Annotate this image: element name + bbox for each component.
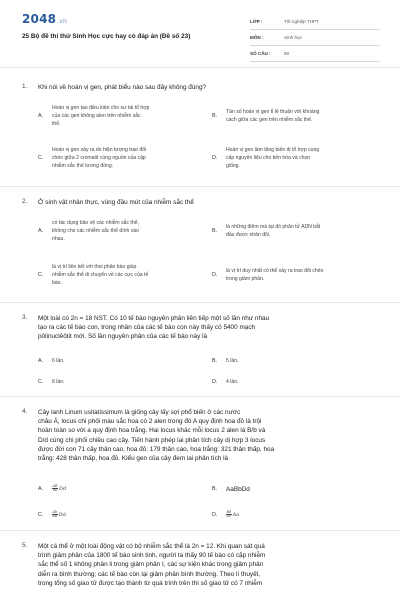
option-a[interactable] — [38, 214, 203, 248]
meta-row-class — [250, 14, 380, 30]
option-letter: B. — [212, 358, 218, 364]
meta-row-count — [250, 46, 380, 62]
option-formula: $\frac{AB}{ab}$ Dd — [52, 483, 67, 493]
exam-meta — [250, 14, 380, 62]
meta-value: Tốt nghiệp THPT — [284, 19, 319, 24]
option-text: Hoán vị gen tạo điều kiện cho sự tái tổ hợp của các gen không alen trên nhiễm sắc thể. — [52, 104, 150, 128]
option-b[interactable] — [212, 482, 382, 496]
question-divider — [0, 186, 400, 187]
genotype-fraction: $\frac{Ab}{aB}$ — [52, 509, 58, 519]
option-text: là vị trí duy nhất có thể xảy ra trao đổi chéo trong giảm phân. — [226, 267, 324, 282]
option-d[interactable] — [212, 258, 382, 292]
question-number: 4. — [22, 408, 28, 415]
site-logo[interactable] — [22, 12, 67, 26]
question-divider — [0, 530, 400, 531]
option-d[interactable] — [212, 376, 382, 388]
question-text: Cây lanh Linum usitatissimum là giống cây lấy sợi phổ biến ở các nước châu Á, locus chi phối màu sắc hoa có 2 alen trong đó A quy định hoa đỏ là trội hoàn toàn so với a quy định hoa trắng. Hai locus khác mỗi locus 2 alen là B/b và D/d cùng chi phối chiều cao cây. Tiến hành phép lai phân tích cây dị hợp 3 locus được đời con 71 cây thân cao, hoa đỏ: 179 thân cao, hoa trắng: 321 thân thấp, hoa trắng: 428 thân thấp, hoa đỏ. Kiểu gen của cây đem lai phân tích là — [38, 409, 275, 463]
question-text: Một loài có 2n = 18 NST. Có 10 tế bào nguyên phân liên tiếp một số lần như nhau tạo ra các tế bào con, trong nhân của các tế bào con này thấy có 5400 mạch pôlinuclêôtit mới. Số lần nguyên phân của các tế bào này là — [38, 315, 270, 341]
meta-value: Sinh học — [284, 35, 302, 40]
option-letter: A. — [38, 228, 44, 234]
option-b[interactable] — [212, 99, 382, 133]
option-letter: C. — [38, 379, 44, 385]
genotype-fraction: $\frac{AB}{ab}$ — [52, 483, 58, 493]
option-formula: $\frac{Bd}{bD}$ Aa — [226, 509, 240, 519]
option-d[interactable] — [212, 508, 382, 522]
option-letter: B. — [212, 113, 218, 119]
question-number: 1. — [22, 83, 28, 90]
meta-label: SỐ CÂU : — [250, 51, 271, 56]
option-a[interactable] — [38, 99, 203, 133]
option-formula: $\frac{Ab}{aB}$ Dd. — [52, 509, 68, 519]
option-text: 5 lần. — [226, 357, 239, 364]
option-text: 6 lần. — [52, 357, 65, 364]
option-letter: B. — [212, 228, 218, 234]
logo-suffix: .vn — [57, 18, 68, 25]
option-c[interactable] — [38, 141, 203, 175]
option-text: 8 lần. — [52, 378, 65, 385]
option-c[interactable] — [38, 258, 203, 292]
option-text: là vị trí liên kết với thoi phân bào giúp nhiễm sắc thể di chuyển về các cực của tế bào. — [52, 263, 149, 287]
option-b[interactable] — [212, 214, 382, 248]
header-divider — [0, 67, 400, 68]
question-divider — [0, 302, 400, 303]
page-header — [0, 0, 400, 60]
logo-text: 2048 — [22, 12, 57, 26]
option-text: AaBbDd — [226, 485, 250, 493]
genotype-fraction: $\frac{Bd}{bD}$ — [226, 509, 232, 519]
option-letter: C. — [38, 272, 44, 278]
meta-row-subject — [250, 30, 380, 46]
meta-label: LỚP : — [250, 19, 263, 24]
document-title: 25 Bộ đề thi thử Sinh Học cực hay có đáp án (Đề số 23) — [22, 33, 191, 40]
question-number: 5. — [22, 542, 28, 549]
option-a[interactable] — [38, 482, 203, 496]
option-text: Hoán vị gen làm tăng biến dị tổ hợp cung cấp nguyên liệu cho tiến hóa và chọn giống. — [226, 146, 320, 170]
option-letter: A. — [38, 486, 44, 492]
option-letter: A. — [38, 358, 44, 364]
question-number: 2. — [22, 198, 28, 205]
option-letter: D. — [212, 512, 218, 518]
question-number: 3. — [22, 314, 28, 321]
option-text: có tác dụng bảo vệ các nhiễm sắc thể, không cho các nhiễm sắc thể dính vào nhau. — [52, 219, 139, 243]
option-b[interactable] — [212, 355, 382, 367]
option-text: 4 lần. — [226, 378, 239, 385]
option-letter: D. — [212, 379, 218, 385]
question-text: Ở sinh vật nhân thực, vùng đầu mút của nhiễm sắc thể — [38, 199, 194, 206]
option-c[interactable] — [38, 508, 203, 522]
option-d[interactable] — [212, 141, 382, 175]
option-letter: D. — [212, 155, 218, 161]
option-text: Hoán vị gen xảy ra do hiện tượng trao đổi chéo giữa 2 cromatit cùng nguồn của cặp nhiễm sắc thể tương đồng. — [52, 146, 147, 170]
option-letter: A. — [38, 113, 44, 119]
option-a[interactable] — [38, 355, 203, 367]
option-text: Tần số hoán vị gen tỉ lệ thuận với khoảng cách giữa các gen trên nhiễm sắc thể. — [226, 108, 320, 123]
option-letter: C. — [38, 512, 44, 518]
option-text: là những điểm mà tại đó phân tử ADN bắt đầu được nhân đôi. — [226, 223, 321, 238]
meta-label: MÔN : — [250, 35, 264, 40]
option-c[interactable] — [38, 376, 203, 388]
option-letter: D. — [212, 272, 218, 278]
option-letter: B. — [212, 486, 218, 492]
option-letter: C. — [38, 155, 44, 161]
question-text: Khi nói về hoán vị gen, phát biểu nào sau đây không đúng? — [38, 84, 207, 91]
question-divider — [0, 396, 400, 397]
meta-value: 50 — [284, 51, 290, 56]
question-text: Một cá thể ở một loài động vật có bộ nhiễm sắc thể là 2n = 12. Khi quan sát quá trình giảm phân của 1800 tế bào sinh tinh, người ta thấy 90 tế bào có cặp nhiễm sắc thể số 1 không phân li trong giảm phân I, các sự kiện khác trong giảm phân diễn ra bình thường; các tế bào còn lại giảm phân bình thường. Theo lí thuyết, trong tổng số giao tử được tạo thành từ quá trình trên thì số giao tử có 7 nhiễm — [38, 543, 266, 587]
